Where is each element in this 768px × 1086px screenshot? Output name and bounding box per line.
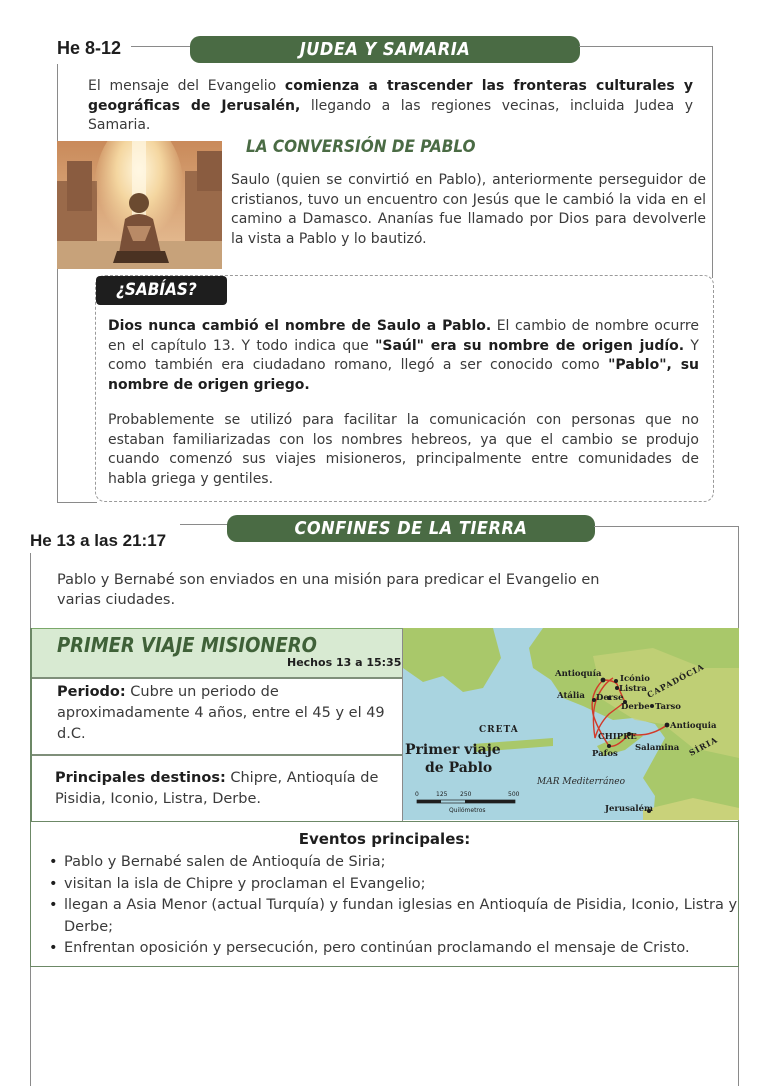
section2-title: CONFINES DE LA TIERRA (227, 515, 595, 542)
table-line-1 (31, 677, 403, 679)
map-label-siria: SÍRIA (687, 734, 720, 758)
trip-period: Periodo: Cubre un periodo de aproximadamente 4 años, entre el 45 y el 49 d.C. (57, 684, 385, 742)
map-title-line-2: de Pablo (425, 760, 493, 776)
section1-rule-right (579, 46, 713, 47)
svg-text:250: 250 (460, 791, 472, 798)
section1-intro: El mensaje del Evangelio comienza a trascender las fronteras culturales y geográficas de Jerusalén, llegando a las regiones vecinas, incluida Judea y Samaria. (88, 78, 693, 133)
section1-rule-left (131, 46, 191, 47)
trip-destinations: Principales destinos: Chipre, Antioquía de Pisidia, Iconio, Listra, Derbe. (55, 770, 379, 807)
trip-reference: Hechos 13 a 15:35 (287, 656, 402, 669)
map-city-salamina: Salamina (635, 743, 680, 753)
map-sea-label: MAR Mediterráneo (537, 777, 625, 787)
list-item: • Pablo y Bernabé salen de Antioquía de Siria; (47, 852, 738, 874)
events-box (30, 821, 739, 967)
conversion-text: Saulo (quien se convirtió en Pablo), anteriormente perseguidor de cristianos, tuvo un encuentro con Jesús que le cambió la vida en el camino a Damasco. Ananías fue llamado por Dios para devolverle la vista a Pablo y lo bautizó. (231, 172, 706, 247)
conversion-subtitle: LA CONVERSIÓN DE PABLO (246, 137, 476, 157)
map-city-derse: Derse (596, 693, 624, 703)
section1-reference: He 8-12 (57, 38, 122, 58)
section1-border-left (57, 64, 58, 502)
section1-border-bottom (57, 502, 97, 503)
map-city-antioquia-pisidia: Antioquía (555, 669, 602, 679)
table-line-2 (31, 754, 403, 756)
map-city-iconio: Icónio (620, 674, 650, 684)
svg-text:0: 0 (415, 791, 419, 798)
section1-title: JUDEA Y SAMARIA (190, 36, 580, 63)
map-city-jerusalem: Jerusalém (605, 804, 654, 814)
trip-title: PRIMER VIAJE MISIONERO (57, 633, 317, 657)
events-title: Eventos principales: (298, 830, 471, 848)
section2-rule-right (594, 526, 739, 527)
map-label-creta: CRETA (479, 725, 519, 735)
map-title-line-1: Primer viaje (405, 742, 501, 758)
svg-text:Quilómetros: Quilómetros (449, 807, 486, 814)
sabias-tag: ¿SABÍAS? (96, 276, 227, 305)
svg-text:500: 500 (508, 791, 520, 798)
map-city-atalia: Atália (557, 691, 585, 701)
events-list (47, 852, 738, 960)
section2-intro: Pablo y Bernabé son enviados en una misión para predicar el Evangelio en varias ciudades. (57, 572, 600, 608)
list-item: • llegan a Asia Menor (actual Turquía) y fundan iglesias en Antioquía de Pisidia, Iconio, Listra y Derbe; (47, 895, 738, 938)
map-label-capadocia: CAPADÓCIA (645, 661, 706, 700)
svg-text:125: 125 (436, 791, 448, 798)
paul-conversion-image (57, 141, 222, 269)
section2-rule-left (180, 524, 228, 525)
map-city-antioquia: Antioquia (670, 721, 717, 731)
map-city-derbe: Derbe (621, 702, 650, 712)
map-city-pafos: Pafos (592, 749, 618, 759)
paul-first-journey-map (403, 628, 739, 820)
section2-reference: He 13 a las 21:17 (30, 531, 167, 550)
map-city-listra: Listra (619, 684, 647, 694)
table-line-left (30, 628, 32, 821)
map-city-tarso: Tarso (655, 702, 681, 712)
sabias-paragraph-1: Dios nunca cambió el nombre de Saulo a Pablo. El cambio de nombre ocurre en el capítulo 13. Y todo indica que "Saúl" era su nombre de origen judío. Y como también era ciudadano romano, llegó a ser conocido como "Pablo", su nombre de origen griego. (108, 318, 699, 393)
list-item: • visitan la isla de Chipre y proclaman el Evangelio; (47, 874, 738, 896)
section1-border-right (712, 46, 713, 278)
sabias-paragraph-2: Probablemente se utilizó para facilitar la comunicación con personas que no estaban familiarizadas con los nombres hebreos, ya que el cambio se produjo cuando comenzó sus viajes misioneros, principalmente entre comunidades de habla griega y gentiles. (108, 412, 699, 487)
list-item: • Enfrentan oposición y persecución, pero continúan proclamando el mensaje de Cristo. (47, 938, 738, 960)
map-city-chipre: CHIPRE (598, 732, 637, 742)
